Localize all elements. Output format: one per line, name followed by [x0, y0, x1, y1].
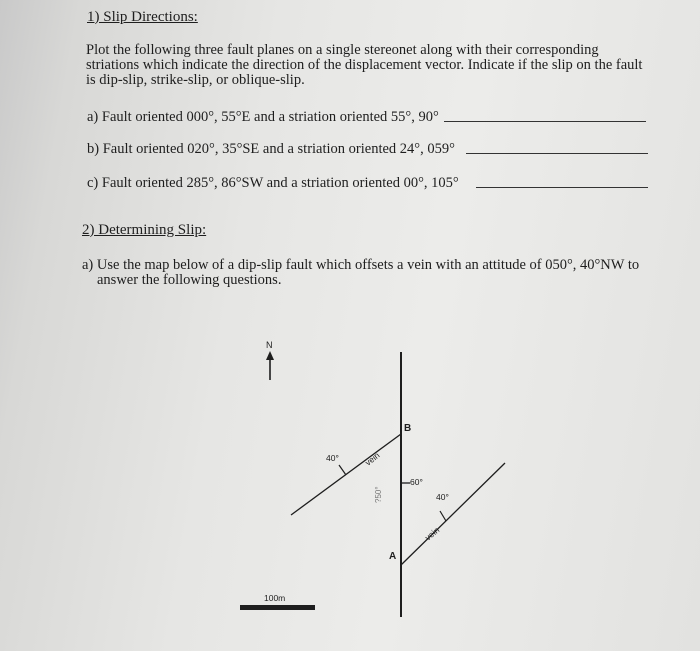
prompt-line-1: a) Use the map below of a dip-slip fault which offsets a vein with an attitude of 050°, 40°NW to — [82, 257, 640, 273]
scale-label: 100m — [264, 593, 286, 603]
point-b-label: B — [404, 423, 412, 434]
north-arrow-icon — [266, 351, 274, 380]
vein-dip-tick-left — [339, 465, 346, 475]
rotated-note: ?50° — [374, 486, 383, 503]
vein-dip-tick-right — [440, 511, 446, 521]
intro-line-3: is dip-slip, strike-slip, or oblique-slip. — [86, 72, 305, 88]
prompt-line-2: answer the following questions. — [97, 272, 282, 288]
vein-dip-label-left: 40° — [326, 453, 339, 463]
intro-line-2: striations which indicate the direction of the displacement vector. Indicate if the slip on the fault — [86, 57, 643, 73]
question-c: c) Fault oriented 285°, 86°SW and a striation oriented 00°, 105° — [87, 175, 459, 191]
question-a: a) Fault oriented 000°, 55°E and a striation oriented 55°, 90° — [87, 109, 439, 125]
fault-dip-label: 60° — [410, 477, 423, 487]
north-label: N — [266, 340, 273, 350]
section1-title: 1) Slip Directions: — [87, 9, 198, 25]
section2-title: 2) Determining Slip: — [82, 222, 207, 238]
question-b: b) Fault oriented 020°, 35°SE and a striation oriented 24°, 059° — [87, 141, 455, 157]
vein-label-left: vein — [363, 450, 382, 468]
intro-line-1: Plot the following three fault planes on a single stereonet along with their corresponding — [86, 42, 599, 58]
scale-bar — [240, 605, 315, 610]
point-a-label: A — [389, 551, 397, 562]
vein-dip-label-right: 40° — [436, 492, 449, 502]
vein-label-right: vein — [422, 524, 442, 543]
